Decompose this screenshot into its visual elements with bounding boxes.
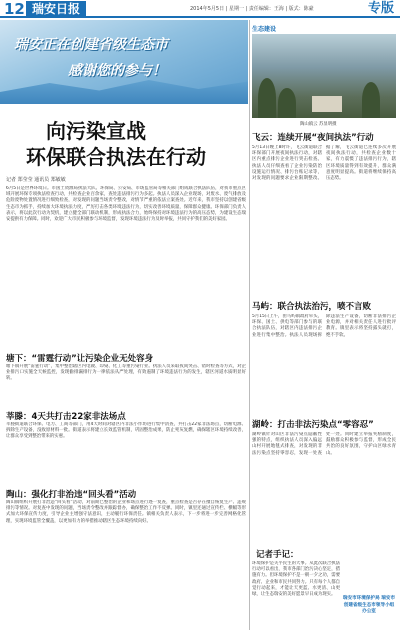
photo-tree [258, 78, 276, 118]
banner-slogan-line1: 瑞安正在创建省级生态市 [14, 37, 168, 53]
photo-caption: 陶山镇云 苏显明摄 [300, 122, 337, 127]
subhead-huling: 湖岭：打击非法污染点“零容忍” [252, 420, 374, 430]
subhead-tangxia: 塘下：“雷霆行动”让污染企业无处容身 [6, 354, 154, 364]
article-huling: 湖岭镇针对山区非法污染点隐蔽性强的特点，组织执法人员深入偏远山村开展地毯式排查，对发现的非法污染点坚持零容忍，发现一处查处一处。同时建立举报奖励制度，鼓励群众积极参与监督，形成全民共治的良好氛围，守护山区绿水青山。 [252, 432, 396, 456]
banner-slogan-line2: 感谢您的参与！ [68, 63, 166, 79]
column-divider [249, 20, 250, 630]
date-line: 2014年5月5日 | 星期一 | 责任编辑：王海 | 版式：陈豪 [190, 6, 314, 12]
photo-section-label: 生态建设 [252, 26, 277, 33]
main-headline [6, 118, 246, 170]
article-taoshan: 陶山镇组织开展打非治违“回头看”活动，对前期已整治的企业和场点进行逐一复查，重点检查是否存在擅自恢复生产、违规排污等情况。对复查中发现的问题，当场责令整改并跟踪督办，确保整治工作不反弹。同时，镇里还通过宣传栏、横幅等形式加大环保宣传力度，引导企业主增强守法意识，主动履行环保责任。镇相关负责人表示，下一步将进一步完善网格化管理，实现环境监管全覆盖，以更加有力的举措推动辖区生态环境持续向好。 [6, 500, 246, 524]
photo-tree [362, 82, 380, 118]
banner-image [0, 20, 248, 104]
subhead-taoshan: 陶山：强化打非治违“回头看”活动 [6, 490, 137, 500]
byline: 记者 郑莹莹 通讯员 郑敏敏 [6, 177, 66, 183]
paper-name: 瑞安日报 [26, 1, 86, 17]
reporter-note-text: 环境保护是关乎民生的大事。从此次联合执法行动可以看出，我市各部门治污决心坚定，措施有力。但环境保护不是一朝一夕之功，需要政府、企业和市民共同努力。只有每个人都自觉行动起来，才能让天更蓝、水更清、山更绿，让生态瑞安的美好愿景早日成为现实。 [252, 561, 340, 598]
lead-article-text: 6月5日是世界环境日。市国土资源局执法大队、环保局、公安局、市场监管局等相关部门组成联合执法队伍，对我市重点区域开展环保专项执法检查行动，共检查企业百余家，查处违法排污行为多起。执法人员深入企业现场，对废水、废气排放及危险废物处置情况进行细致检查，对发现的问题当场责令整改，对情节严重的依法立案查处。近年来，我市坚持以创建省级生态市为抓手，持续加大环境执法力度，严厉打击各类环境违法行为，切实改善环境质量，保障群众健康。环保部门负责人表示，将以此次行动为契机，建立健全部门联动机制，形成执法合力，始终保持对环境违法行为的高压态势，为建设生态瑞安提供有力保障。同时，欢迎广大市民积极参与环境监督，发现环境违法行为及时举报，共同守护我们的美好家园。 [6, 186, 246, 223]
sponsor-credit: 瑞安市环境保护局 瑞安市创建省级生态市领导小组办公室 [342, 596, 396, 614]
article-xinteng: 莘塍街道联合环保、电力、工商等部门，用4天时间对辖区内非法小作坊进行集中清查，共打击22家非法场点，切断电源、拆除生产设备，没收原材料一批。街道表示将建立长效监管机制，巩固整治成果，防止死灰复燃，确保辖区环境持续改善，让群众享受到整治带来的实惠。 [6, 422, 246, 440]
masthead [0, 0, 400, 18]
article-mayu: 5月15日上午，由马屿镇政府牵头，环保、国土、供电等部门参与的联合执法队伍，对辖区内违法排污企业进行集中整治。执法人员现场拆除违法生产设备，切断非法排污企业电源，并对相关责任人进行批评教育。镇里表示将坚持露头就打，绝不手软。 [252, 314, 396, 338]
subhead-mayu: 马屿：联合执法治污，喷不言败 [252, 302, 372, 312]
page-number: 12 [4, 0, 25, 18]
news-photo [252, 34, 396, 118]
section-tag: 专版 [367, 1, 394, 16]
article-tangxia: 塘下镇开展“雷霆行动”，集中整治辖区内电镀、印染、化工等重污染行业。执法人员采取夜间突击、错时检查等方式，对企业排污口实施全天候监控，发现偷排漏排行为一律依法从严处理，有效遏制了环境违法行为的发生，辖区河道水质明显好转。 [6, 364, 246, 382]
article-feiyun: 5月13日晚上8时许，飞云街道联合环保部门开展夜间执法行动，对辖区内重点排污企业进行突击检查。执法人员仔细查看了企业污染防治设施运行情况、排污台账记录等，对发现的问题要求企业限期整改。据了解，飞云街道已连续多次开展夜间执法行动，共检查企业数十家，有力震慑了违法排污行为，辖区环境质量得到有效提升，群众满意度明显提高。街道将继续保持高压态势。 [252, 145, 396, 182]
subhead-feiyun: 飞云：连续开展“夜间执法”行动 [252, 133, 374, 143]
headline-line2: 环保联合执法在行动 [26, 145, 206, 169]
photo-tree [278, 88, 296, 118]
reporter-note-title: 记者手记： [256, 550, 299, 560]
photo-building [312, 96, 342, 112]
subhead-xinteng: 莘滕：4天共打击22家非法场点 [6, 412, 126, 422]
headline-line1: 向污染宣战 [46, 119, 146, 143]
